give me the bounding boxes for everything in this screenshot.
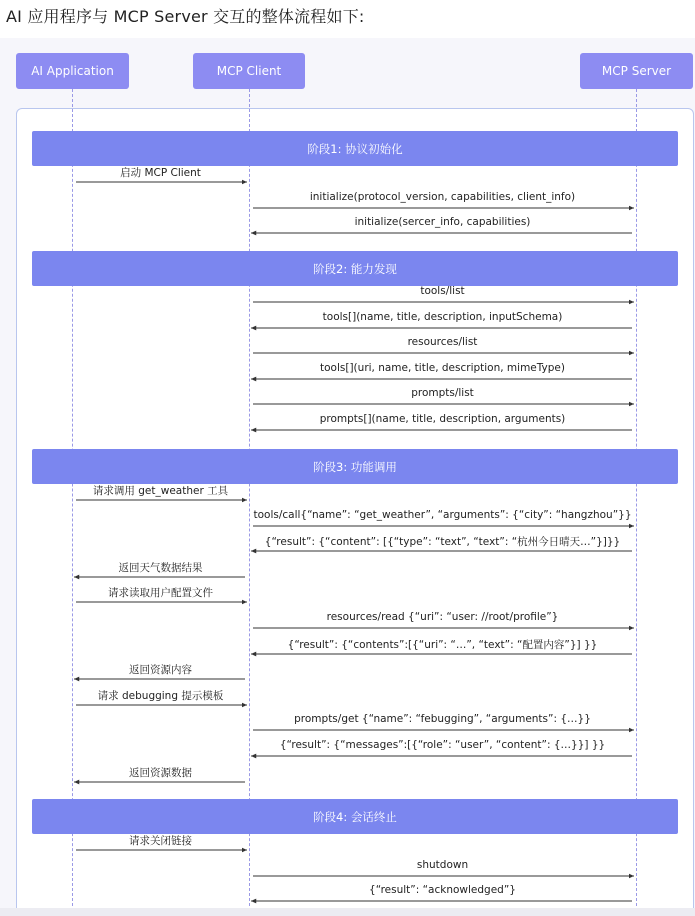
message-label: prompts/list: [411, 387, 474, 399]
message-label: shutdown: [416, 859, 469, 871]
message-label: tools/call{“name”: “get_weather”, “arguments”: {“city”: “hangzhou”}}: [253, 509, 632, 521]
message-label: 请求关闭链接: [129, 835, 192, 847]
message-label: initialize(protocol_version, capabilities, client_info): [309, 191, 576, 203]
bottom-strip: [0, 908, 695, 916]
phase-banner-4: 阶段4: 会话终止: [32, 799, 678, 834]
message-label: 启动 MCP Client: [120, 167, 201, 179]
phase-banner-3: 阶段3: 功能调用: [32, 449, 678, 484]
message-label: {“result”: {“content”: [{“type”: “text”, “text”: “杭州今日晴天…”}]}}: [264, 536, 621, 548]
phase-banner-2: 阶段2: 能力发现: [32, 251, 678, 286]
message-label: resources/read {“uri”: “user: //root/profile”}: [326, 611, 559, 623]
message-label: 返回资源内容: [129, 664, 192, 676]
message-label: 返回资源数据: [129, 767, 192, 779]
message-label: tools[](name, title, description, inputSchema): [322, 311, 563, 323]
actor-mcp-client: MCP Client: [193, 53, 305, 89]
actor-ai-application: AI Application: [16, 53, 129, 89]
message-label: initialize(sercer_info, capabilities): [354, 216, 531, 228]
message-label: 请求 debugging 提示模板: [97, 690, 224, 702]
message-label: tools[](uri, name, title, description, mimeType): [320, 362, 565, 374]
message-label: prompts/get {“name”: “febugging”, “arguments”: {…}}: [294, 713, 591, 725]
message-label: 请求调用 get_weather 工具: [92, 485, 229, 497]
message-label: 请求读取用户配置文件: [108, 587, 213, 599]
message-label: {“result”: {“contents”:[{“uri”: “…”, “text”: “配置内容”}] }}: [287, 639, 598, 651]
message-label: {“result”: {“messages”:[{“role”: “user”, “content”: {…}}] }}: [279, 739, 606, 751]
phase-banner-1: 阶段1: 协议初始化: [32, 131, 678, 166]
message-label: {“result”: “acknowledged”}: [369, 884, 516, 896]
message-label: resources/list: [407, 336, 478, 348]
actor-mcp-server: MCP Server: [580, 53, 693, 89]
message-label: 返回天气数据结果: [118, 562, 203, 574]
sequence-diagram: [0, 38, 695, 916]
message-label: prompts[](name, title, description, arguments): [319, 413, 566, 425]
intro-heading: AI 应用程序与 MCP Server 交互的整体流程如下:: [6, 7, 365, 26]
arrow-layer: [0, 38, 695, 916]
message-label: tools/list: [420, 285, 465, 297]
